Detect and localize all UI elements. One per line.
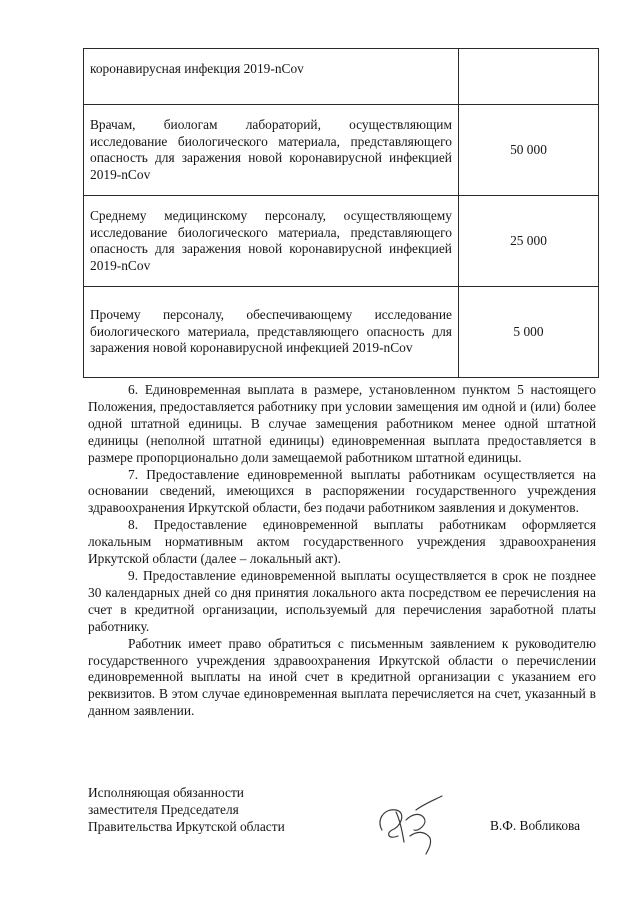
table-cell-amount: 5 000 [458,287,598,378]
paragraph-6: 6. Единовременная выплата в размере, установленном пунктом 5 настоящего Положения, предоставляется работнику при условии замещения им одной и (или) более одной штатной единицы. В случае замещения работником менее одной штатной единицы (неполной штатной единицы) единовременная выплата предоставляется в размере пропорционально доли замещаемой работником штатной единицы. [88,382,596,465]
table-cell-description: Прочему персоналу, обеспечивающему исследование биологического материала, представляющего опасность для заражения новой коронавирусной инфекцией 2019-nCov [84,287,459,378]
document-body [88,382,596,720]
signatory-name: В.Ф. Вобликова [490,818,581,833]
table-cell-description: Врачам, биологам лабораторий, осуществляющим исследование биологического материала, представляющего опасность для заражения новой коронавирусной инфекцией 2019-nCov [84,105,459,196]
signatory-title-line: заместителя Председателя [88,802,239,817]
signatory-title-line: Правительства Иркутской области [88,819,285,834]
table-row [84,49,599,105]
table-cell-description: коронавирусная инфекция 2019-nCov [84,49,459,105]
handwritten-signature [362,790,452,862]
signatory-title-line: Исполняющая обязанности [88,785,244,800]
signatory-title [88,784,388,835]
table-row [84,287,599,378]
table-cell-description: Среднему медицинскому персоналу, осуществляющему исследование биологического материала, представляющего опасность для заражения новой коронавирусной инфекцией 2019-nCov [84,196,459,287]
paragraph-employee-right: Работник имеет право обратиться с письменным заявлением к руководителю государственного учреждения здравоохранения Иркутской области о перечислении единовременной выплаты на иной счет в кредитной организации с указанием его реквизитов. В этом случае единовременная выплата перечисляется на счет, указанный в данном заявлении. [88,635,596,719]
table-cell-amount [458,49,598,105]
table-row [84,105,599,196]
table-cell-amount: 50 000 [458,105,598,196]
payment-table [83,48,599,378]
table-row [84,196,599,287]
paragraph-9: 9. Предоставление единовременной выплаты осуществляется в срок не позднее 30 календарных дней со дня принятия локального акта посредством ее перечисления на счет в кредитной организации, используемый для перечисления заработной платы работнику. [88,567,596,634]
paragraph-8: 8. Предоставление единовременной выплаты работникам оформляется локальным нормативным актом государственного учреждения здравоохранения Иркутской области (далее – локальный акт). [88,517,596,567]
table-cell-amount: 25 000 [458,196,598,287]
paragraph-7: 7. Предоставление единовременной выплаты работникам осуществляется на основании сведений, имеющихся в распоряжении государственного учреждения здравоохранения Иркутской области, без подачи работником заявления и документов. [88,466,596,516]
